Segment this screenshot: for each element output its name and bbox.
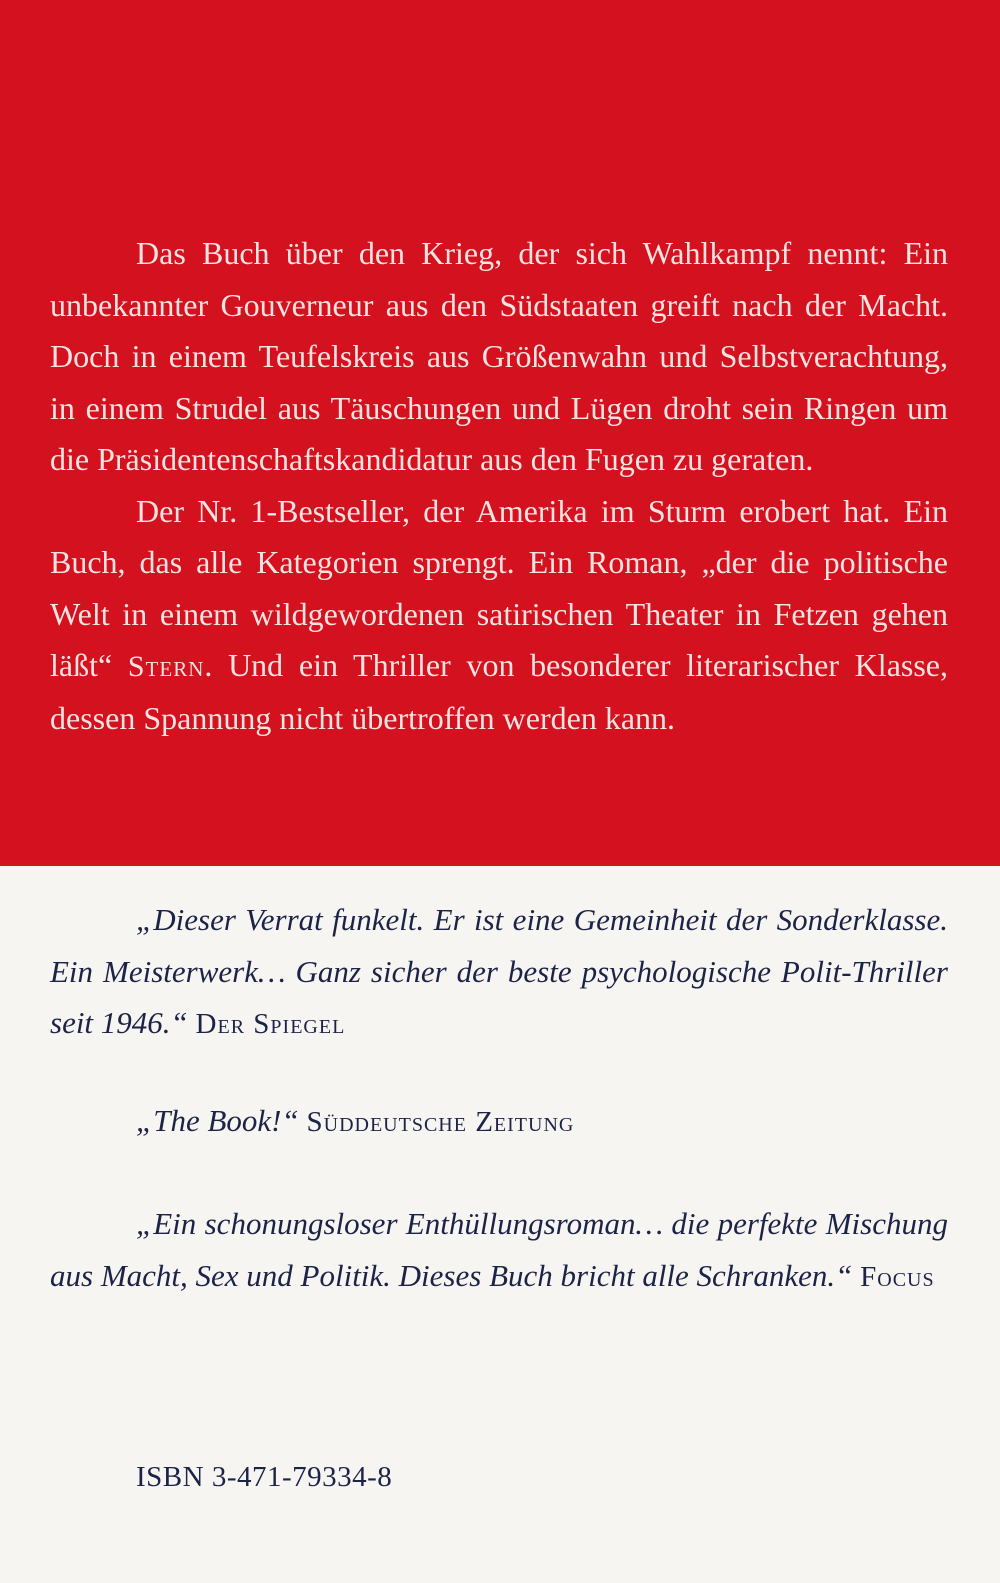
isbn-number: ISBN 3-471-79334-8 [136, 1461, 393, 1493]
review-quote-source: Focus [860, 1260, 935, 1293]
review-quote-source: Der Spiegel [195, 1008, 346, 1040]
blurb-paragraph-2 [50, 486, 948, 745]
review-quote [50, 1198, 948, 1303]
review-quote [50, 1095, 948, 1149]
review-quote-source: Süddeutsche Zeitung [306, 1106, 575, 1138]
blurb-paragraph-1: Das Buch über den Krieg, der sich Wahlkampf nennt: Ein unbekannter Gouverneur aus den Südstaaten greift nach der Macht. Doch in einem Teufelskreis aus Größenwahn und Selbstverachtung, in einem Strudel aus Täuschungen und Lügen droht sein Ringen um die Präsidentenschaftskandidatur aus den Fugen zu geraten. [50, 235, 948, 477]
blurb-quote-source: Stern [127, 650, 205, 683]
blurb-text [50, 228, 948, 744]
blurb-paragraph-2-end: . Und ein Thriller von besonderer literarischer Klasse, dessen Spannung nicht übertroffen werden kann. [50, 647, 949, 736]
review-quote-text: „Ein schonungsloser Enthüllungsroman… die perfekte Mischung aus Macht, Sex und Politik. Dieses Buch bricht alle Schranken.“ [50, 1206, 948, 1293]
review-quote-text: „The Book!“ [136, 1103, 299, 1138]
review-quote-text: „Dieser Verrat funkelt. Er ist eine Gemeinheit der Sonderklasse. Ein Meisterwerk… Ganz sicher der beste psychologische Polit-Thriller seit 1946.“ [50, 902, 948, 1040]
review-quote [50, 894, 948, 1051]
blurb-paragraph-2-start: Der Nr. 1-Bestseller, der Amerika im Sturm erobert hat. Ein Buch, das alle Kategorien sprengt. Ein Roman, „der die politische Welt in einem wildgewordenen satirischen Theater in Fetzen gehen läßt“ [50, 492, 948, 683]
